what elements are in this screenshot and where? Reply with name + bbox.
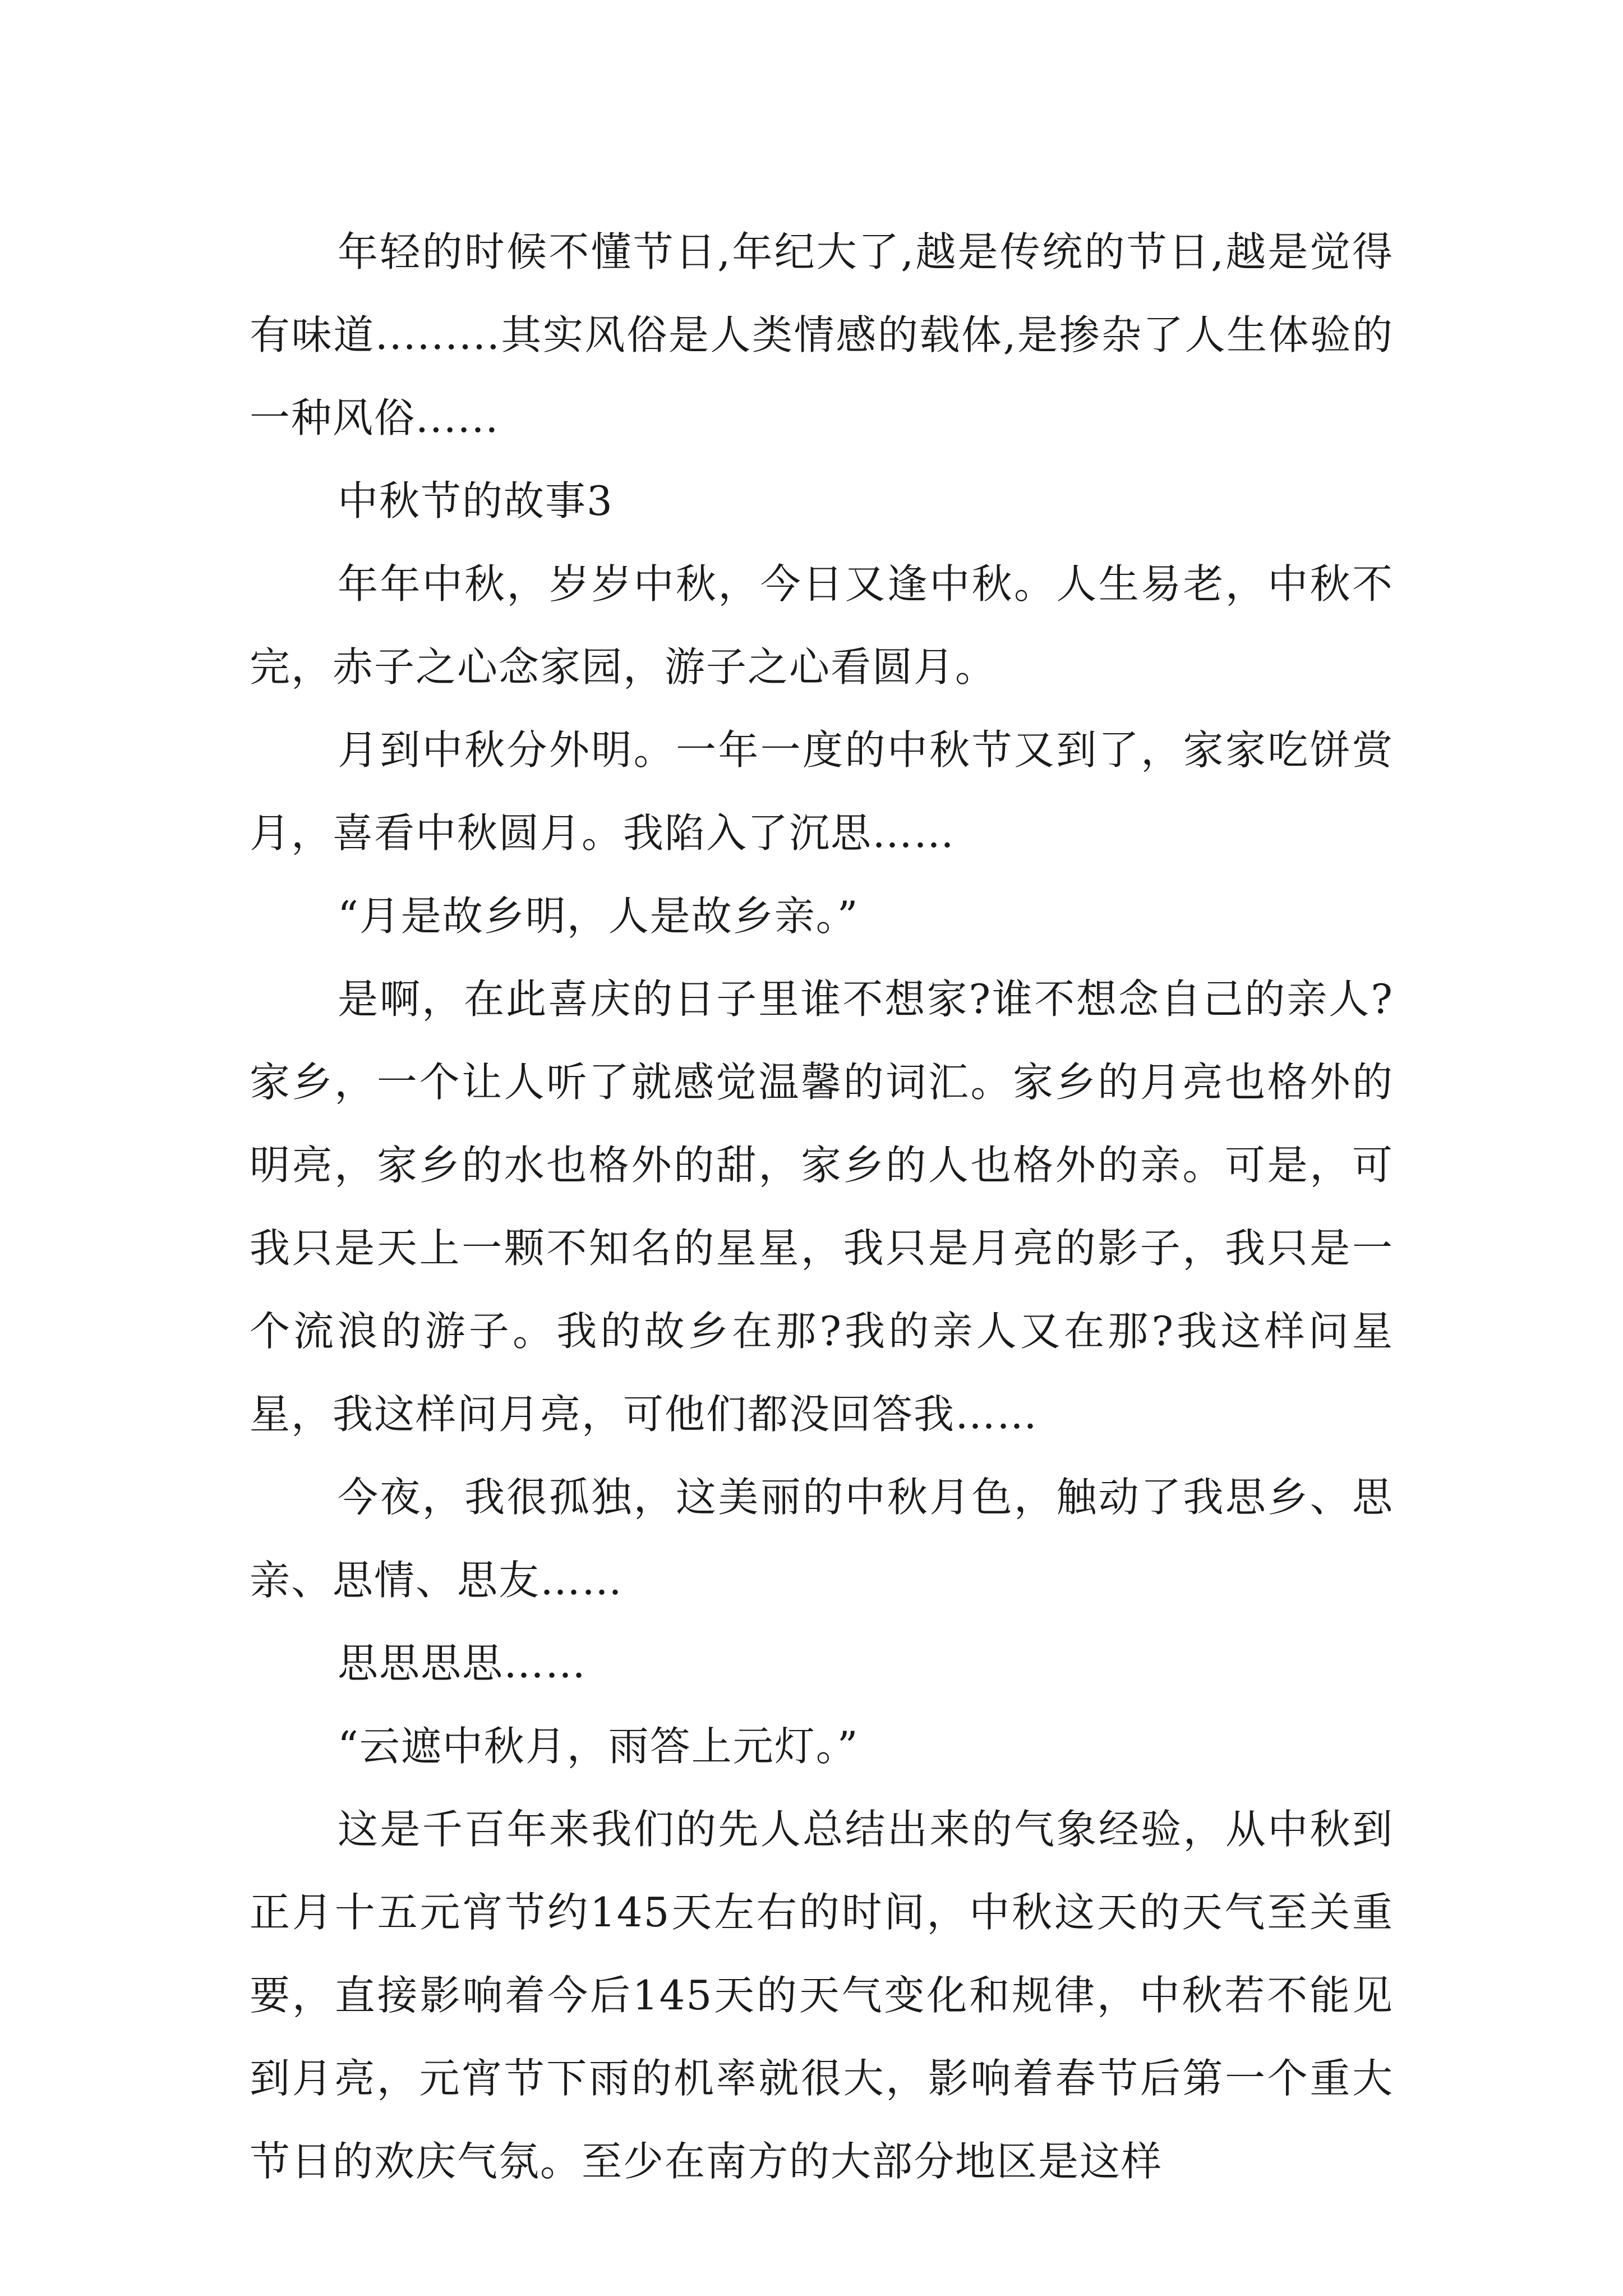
paragraph-mid-autumn-intro: 年年中秋，岁岁中秋，今日又逢中秋。人生易老，中秋不完，赤子之心念家园，游子之心看圆月。 — [250, 560, 1394, 691]
paragraph-weather-experience: 这是千百年来我们的先人总结出来的气象经验，从中秋到正月十五元宵节约145天左右的时间，中秋这天的天气至关重要，直接影响着今后145天的天气变化和规律，中秋若不能见到月亮，元宵节下雨的机率就很大，影响着春节后第一个重大节日的欢庆气氛。至少在南方的大部分地区是这样 — [250, 1806, 1394, 2185]
quote-hometown-moon: “月是故乡明，人是故乡亲。” — [338, 892, 859, 940]
paragraph-moon-bright: 月到中秋分外明。一年一度的中秋节又到了，家家吃饼赏月，喜看中秋圆月。我陷入了沉思…… — [250, 726, 1394, 857]
quote-weather-proverb: “云遮中秋月，雨答上元灯。” — [338, 1723, 859, 1770]
body-text — [250, 210, 1394, 2203]
paragraph-homesick: 是啊，在此喜庆的日子里谁不想家?谁不想念自己的亲人?家乡，一个让人听了就感觉温馨的词汇。家乡的月亮也格外的明亮，家乡的水也格外的甜，家乡的人也格外的亲。可是，可我只是天上一颗不知名的星星，我只是月亮的影子，我只是一个流浪的游子。我的故乡在那?我的亲人又在那?我这样问星星，我这样问月亮，可他们都没回答我…… — [250, 976, 1394, 1438]
paragraph-festival-reflection: 年轻的时候不懂节日,年纪大了,越是传统的节日,越是觉得有味道.........其实风俗是人类情感的载体,是掺杂了人生体验的一种风俗...... — [250, 228, 1394, 441]
paragraph-lonely-tonight: 今夜，我很孤独，这美丽的中秋月色，触动了我思乡、思亲、思情、思友…… — [250, 1474, 1394, 1604]
section-heading: 中秋节的故事3 — [338, 477, 614, 524]
paragraph-longing: 思思思思…… — [338, 1640, 587, 1687]
